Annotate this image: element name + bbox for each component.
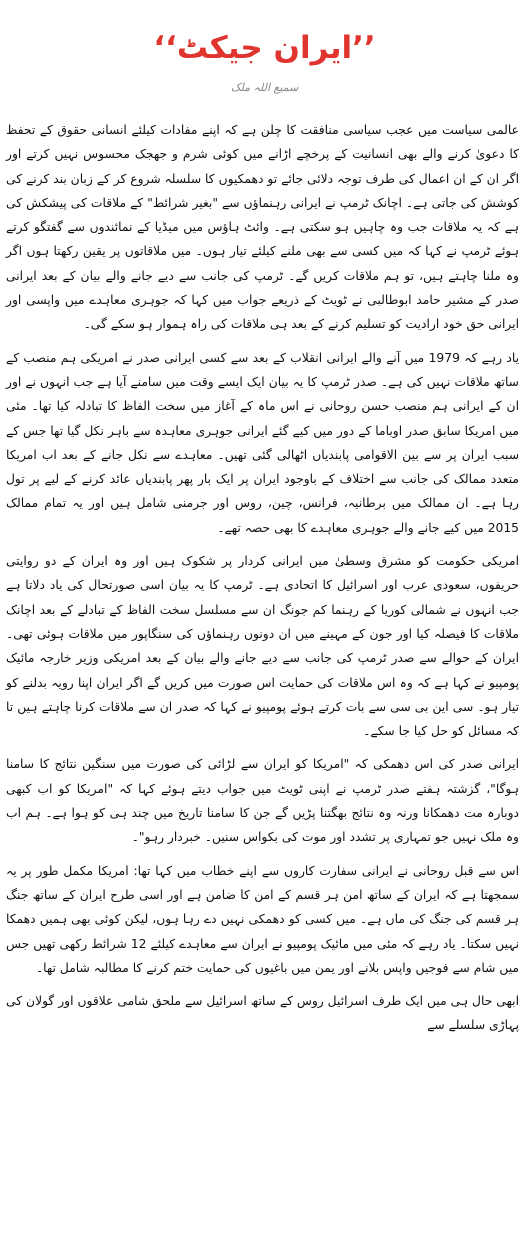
article-body xyxy=(0,118,529,1038)
article-paragraph: ایرانی صدر کی اس دھمکی کہ "امریکا کو ایران سے لڑائی کی صورت میں سنگین نتائج کا سامنا ہوگا"، گزشتہ ہفتے صدر ٹرمپ نے اپنی ٹویٹ میں جواب دیتے ہوئے کہا کہ "امریکا کو اب کبھی دوبارہ مت دھمکانا ورنہ وہ نتائج بھگتنا پڑیں گے جن کا سامنا تاریخ میں چند ہی کو ہوا ہے۔ ہم اب وہ ملک نہیں جو تمہاری پر تشدد اور موت کی بکواس سنیں۔ خبردار رہو"۔ xyxy=(6,757,519,845)
article-paragraph: یاد رہے کہ 1979 میں آنے والے ایرانی انقلاب کے بعد سے کسی ایرانی صدر نے امریکی ہم منصب کے ساتھ ملاقات نہیں کی ہے۔ صدر ٹرمپ کا یہ بیان ایک ایسے وقت میں سامنے آیا ہے جب انہوں نے اور ان کے ایرانی ہم منصب حسن روحانی نے اس ماہ کے آغاز میں سخت الفاظ کا تبادلہ کیا تھا۔ مئی میں امریکا سابق صدر اوباما کے دور میں کیے گئے ایرانی جوہری معاہدہ سے باہر نکل گیا تھا جس کے سبب ایران پر سے بین الاقوامی پابندیاں اٹھالی گئی تھیں۔ معاہدے سے نکل جانے کے بعد اب امریکا متعدد ممالک کی جانب سے اختلاف کے باوجود ایران پر ایک بار پھر پابندیاں عائد کرنے کے لیے پر تول رہا ہے۔ ان ممالک میں برطانیہ، فرانس، چین، روس اور جرمنی شامل ہیں اور یہ تمام ممالک 2015 میں کیے جانے والے جوہری معاہدے کا بھی حصہ تھے۔ xyxy=(6,350,519,535)
article-paragraph: اس سے قبل روحانی نے ایرانی سفارت کاروں سے اپنے خطاب میں کہا تھا: امریکا مکمل طور پر یہ سمجھتا ہے کہ ایران کے ساتھ امن ہر قسم کے امن کا ضامن ہے اور اسی طرح ایران کے ساتھ جنگ ہر قسم کی جنگ کی ماں ہے۔ میں کسی کو دھمکی نہیں دے رہا ہوں، لیکن کوئی بھی ہمیں دھمکا نہیں سکتا۔ یاد رہے کہ مئی میں مائیک پومپیو نے ایران سے معاہدے کیلئے 12 شرائط رکھی تھیں جس میں شام سے فوجیں واپس بلانے اور یمن میں باغیوں کی حمایت ختم کرنے کا مطالبہ شامل تھا۔ xyxy=(6,863,520,975)
article-paragraph: امریکی حکومت کو مشرق وسطیٰ میں ایرانی کردار پر شکوک ہیں اور وہ ایران کے دو روایتی حریفوں، سعودی عرب اور اسرائیل کا اتحادی ہے۔ ٹرمپ کا یہ بیان اسی صورتحال کی یاد دلاتا ہے جب انہوں نے شمالی کوریا کے رہنما کم جونگ ان سے مسلسل سخت الفاظ کے تبادلے کے بعد اچانک ملاقات کا فیصلہ کیا اور جون کے مہینے میں ان دونوں رہنماؤں کی سنگاپور میں ملاقات ہوئی تھی۔ ایران کے حوالے سے صدر ٹرمپ کی جانب سے دیے جانے والے بیان کے بعد امریکی وزیر خارجہ مائیک پومپیو نے کہا ہے کہ وہ اس ملاقات کی حمایت اس صورت میں کریں گے اگر ایران اپنا رویہ بدلنے کو تیار ہو۔ سی این بی سی سے بات کرتے ہوئے پومپیو نے کہا کہ صدر ان سے ملاقات کرنا چاہتے ہیں تا کہ مسائل کو حل کیا جا سکے۔ xyxy=(6,554,519,739)
article-title: ’’ایران جیکٹ‘‘ xyxy=(153,30,376,66)
article-paragraph: ابھی حال ہی میں ایک طرف اسرائیل روس کے ساتھ اسرائیل سے ملحق شامی علاقوں اور گولان کی پہاڑی سلسلے سے xyxy=(6,994,519,1033)
article-paragraph: عالمی سیاست میں عجب سیاسی منافقت کا چلن ہے کہ اپنے مفادات کیلئے انسانی حقوق کے تحفظ کا دعویٰ کرنے والے بھی انسانیت کے پرخچے اڑانے میں کوئی شرم و جھجک محسوس نہیں کرتے اور اگر ان کے ان اعمال کی طرف توجہ دلائی جائے تو دھمکیوں کا سلسلہ شروع کر کے زبان بند کرنے کی کوشش کی جاتی ہے۔ اچانک ٹرمپ نے ایرانی رہنماؤں سے "بغیر شرائط" کے ملاقات کی پیشکش کی ہے کہ یہ ملاقات جب وہ چاہیں ہو سکتی ہے۔ وائٹ ہاؤس میں میڈیا کے نمائندوں سے گفتگو کرتے ہوئے ٹرمپ نے کہا کہ میں کسی سے بھی ملنے کیلئے تیار ہوں۔ میں ملاقاتوں پر یقین رکھتا ہوں اگر وہ ملنا چاہتے ہیں، تو ہم ملاقات کریں گے۔ ٹرمپ کی جانب سے دیے جانے والے بیان کے بعد ایرانی صدر کے مشیر حامد ابوطالبی نے ٹویٹ کے ذریعے جواب میں کہا کہ جوہری معاہدے میں واپسی اور ایرانی حق خود ارادیت کو تسلیم کرنے کے بعد ہی ملاقات کی راہ ہموار ہو سکے گی۔ xyxy=(6,123,519,332)
author-byline: سمیع اللہ ملک xyxy=(230,81,299,94)
